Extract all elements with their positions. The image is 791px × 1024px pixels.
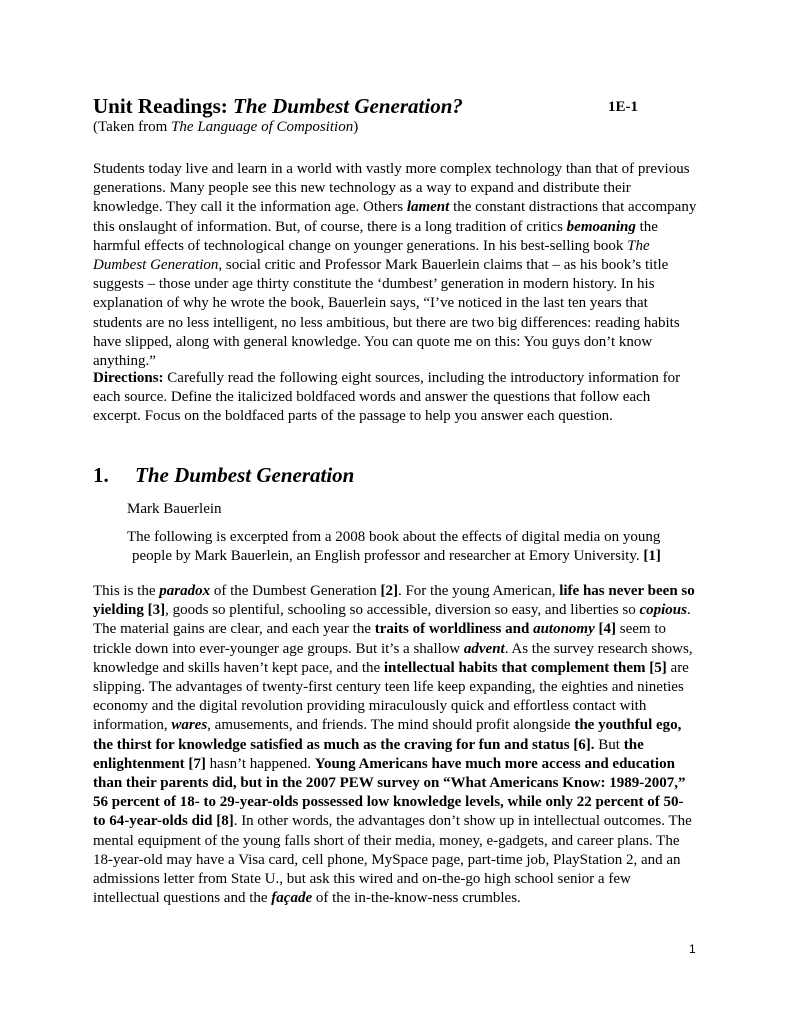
intro-paragraph bbox=[93, 160, 699, 371]
directions-text: Carefully read the following eight sources, including the introductory information for each source. Define the italicized boldfaced words and answer the questions that follow each excerpt. Focus on the boldfaced parts of the passage to help you answer each question. bbox=[93, 370, 681, 425]
intro-text: Students today live and learn in a world with vastly more complex technology than that of previous generations. Many people see this new technology as a way to expand and distribute their knowledge. They call it the information age. Others bbox=[93, 161, 690, 216]
title-prefix: Unit Readings: bbox=[93, 94, 234, 118]
intro-text: , social critic and Professor Mark Bauerlein claims that – as his book’s title suggests – those under age thirty constitute the ‘dumbest’ generation in modern history. In his explanation of why he wrote the book, Bauerlein says, “I’ve noticed in the last ten years that students are no less intelligent, no less ambitious, but there are two big differences: reading habits have slipped, along with general knowledge. You can quote me on this: You guys don’t know anything.” bbox=[93, 257, 680, 370]
body-text: . The material gains are clear, and each year the bbox=[93, 602, 691, 638]
bold-phrase: the enlightenment [7] bbox=[93, 736, 644, 772]
unit-code: 1E-1 bbox=[608, 99, 638, 115]
body-text: , goods so plentiful, schooling so accessible, diversion so easy, and liberties so bbox=[165, 602, 640, 619]
question-ref: [2] bbox=[380, 583, 398, 599]
body-text: . As the survey research shows, knowledge and skills haven’t kept pace, and the bbox=[93, 640, 693, 676]
body-text: But bbox=[594, 736, 624, 753]
intro-text: the constant distractions that accompany this onslaught of information. But, of course, there is a long tradition of critics bbox=[93, 199, 697, 235]
subtitle-prefix: (Taken from bbox=[93, 119, 172, 135]
vocab-word-wares: wares bbox=[171, 717, 208, 734]
body-text: of the Dumbest Generation bbox=[210, 583, 381, 599]
body-text: , amusements, and friends. The mind should profit alongside bbox=[207, 717, 575, 734]
vocab-word-copious: copious bbox=[639, 602, 687, 619]
bold-phrase: Young Americans have much more access and education than their parents did, but in the 2007 PEW survey on “What Americans Know: 1989-2007,” 56 percent of 18- to 29-year-olds possessed low knowledge levels, while only 22 percent of 50- to 64-year-olds did [8] bbox=[93, 755, 686, 830]
directions-label: Directions: bbox=[93, 370, 164, 386]
section-title: The Dumbest Generation bbox=[135, 463, 355, 487]
body-text: . In other words, the advantages don’t show up in intellectual outcomes. The mental equipment of the young falls short of their media, money, e-gadgets, and career plans. The 18-year-old may have a Visa card, cell phone, MySpace page, part-time job, PlayStation 2, and an admissions letter from State U., but ask this wired and on-the-go high school senior a few intellectual questions and the bbox=[93, 813, 692, 907]
body-text: . For the young American, bbox=[397, 583, 560, 599]
excerpt-intro bbox=[127, 528, 697, 566]
question-ref: [1] bbox=[643, 548, 661, 565]
vocab-word-advent: advent bbox=[463, 640, 505, 657]
bold-phrase: intellectual habits that complement them [5] bbox=[383, 659, 667, 676]
subtitle-book: The Language of Composition bbox=[171, 119, 354, 135]
intro-text: the harmful effects of technological change on younger generations. In his best-selling book bbox=[93, 218, 658, 254]
bold-phrase: life has never been so yielding [3] bbox=[93, 583, 695, 619]
body-text: This is the bbox=[93, 583, 160, 599]
body-text: hasn’t happened. bbox=[205, 755, 315, 772]
vocab-word-autonomy: autonomy bbox=[533, 621, 595, 638]
bold-phrase: traits of worldliness and bbox=[374, 621, 534, 638]
vocab-word-paradox: paradox bbox=[159, 583, 211, 599]
section-number: 1. bbox=[93, 463, 109, 487]
excerpt-intro-line bbox=[127, 547, 697, 566]
author-name: Mark Bauerlein bbox=[127, 501, 222, 517]
page-number: 1 bbox=[689, 942, 696, 956]
vocab-word-facade: façade bbox=[271, 890, 313, 907]
subtitle bbox=[93, 117, 358, 137]
body-text: are slipping. The advantages of twenty-first century teen life keep expanding, the eighties and nineties economy and the digital revolution providing miraculously quick and effortless contact with information, bbox=[93, 659, 689, 734]
section-heading bbox=[93, 462, 354, 488]
body-text: seem to trickle down into ever-younger age groups. But it’s a shallow bbox=[93, 621, 667, 657]
bold-phrase: the youthful ego, the thirst for knowledge satisfied as much as the craving for fun and status [6]. bbox=[93, 717, 682, 753]
subtitle-suffix: ) bbox=[353, 119, 359, 135]
vocab-word-bemoaning: bemoaning bbox=[566, 218, 636, 235]
excerpt-intro-line: The following is excerpted from a 2008 book about the effects of digital media on young bbox=[127, 529, 661, 545]
title-italic: The Dumbest Generation? bbox=[233, 94, 463, 118]
page-title bbox=[93, 94, 653, 118]
directions-paragraph bbox=[93, 369, 699, 427]
body-text: of the in-the-know-ness crumbles. bbox=[312, 890, 521, 907]
question-ref: [4] bbox=[594, 621, 617, 638]
book-title: The Dumbest Generation bbox=[93, 237, 650, 274]
vocab-word-lament: lament bbox=[406, 199, 450, 216]
excerpt-intro-text: people by Mark Bauerlein, an English professor and researcher at Emory University. bbox=[132, 548, 644, 565]
excerpt-body bbox=[93, 582, 699, 908]
